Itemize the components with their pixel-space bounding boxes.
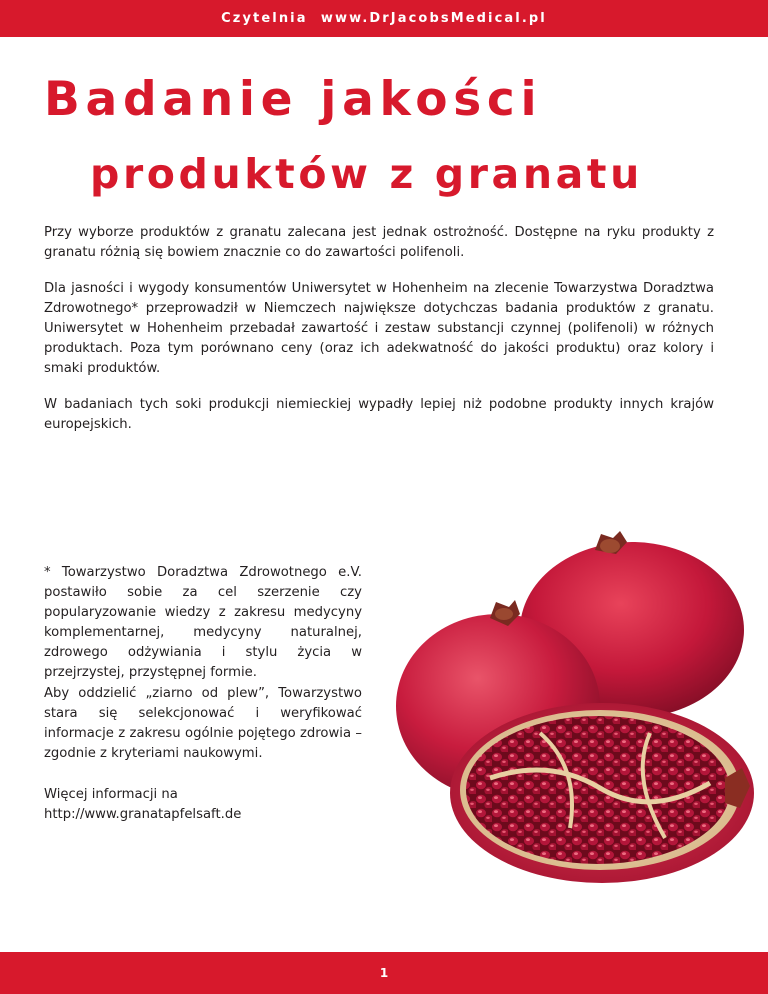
website-link[interactable]: http://www.granatapfelsaft.de — [44, 807, 242, 822]
header-banner-text: Czytelnia www.DrJacobsMedical.pl — [221, 11, 547, 26]
page-title-line-2: produktów z granatu — [90, 150, 643, 198]
study-paragraph: Dla jasności i wygody konsumentów Uniwersytet w Hohenheim na zlecenie Towarzystwa Doradztwa Zdrowotnego* przeprowadził w Niemczech największe dotychczas badania produktów z granatu. Uniwersytet w Hohenheim przebadał zawartość i zestaw substancji czynnej (polifenoli) w różnych produktach. Poza tym porównano ceny (oraz ich adekwatność do jakości produktu) oraz kolory i smaki produktów. — [44, 281, 714, 376]
more-info-label: Więcej informacji na — [44, 787, 178, 802]
pomegranate-image — [380, 528, 768, 888]
footnote-paragraph: * Towarzystwo Doradztwa Zdrowotnego e.V. postawiło sobie za cel szerzenie czy popularyzowanie wiedzy z zakresu medycyny komplementarnej, medycyny naturalnej, zdrowego odżywiania i stylu życia w przejrzystej, przystępnej formie. — [44, 565, 362, 680]
page-title-line-1: Badanie jakości — [44, 72, 543, 127]
page-number: 1 — [379, 966, 389, 980]
intro-paragraph: Przy wyborze produktów z granatu zalecana jest jednak ostrożność. Dostępne na ryku produkty z granatu różnią się bowiem znacznie co do zawartości polifenoli. — [44, 225, 714, 260]
result-paragraph: W badaniach tych soki produkcji niemieckiej wypadły lepiej niż podobne produkty innych krajów europejskich. — [44, 397, 714, 432]
more-info-block — [44, 785, 362, 825]
header-banner — [0, 0, 768, 37]
footer-bar — [0, 952, 768, 994]
mission-paragraph: Aby oddzielić „ziarno od plew”, Towarzystwo stara się selekcjonować i weryfikować informacje z zakresu ogólnie pojętego zdrowia – zgodnie z kryteriami naukowymi. — [44, 686, 362, 761]
